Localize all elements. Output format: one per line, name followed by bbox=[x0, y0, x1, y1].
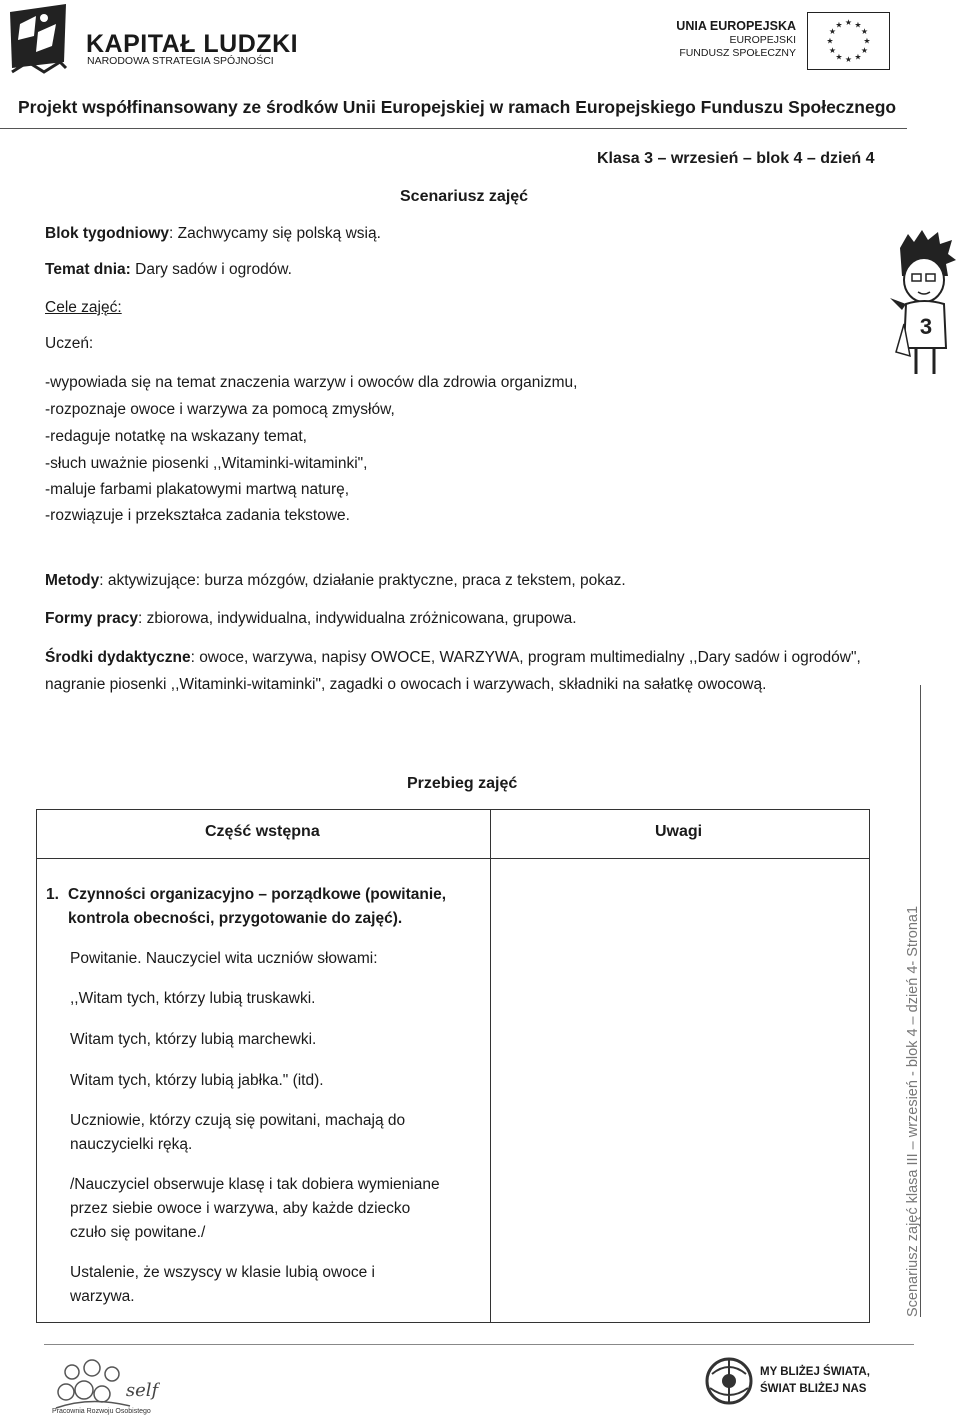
srodki-dydaktyczne bbox=[45, 644, 875, 698]
svg-text:★: ★ bbox=[854, 20, 862, 30]
self-caption: Pracownia Rozwoju Osobistego bbox=[52, 1408, 151, 1415]
footer-divider bbox=[44, 1344, 914, 1345]
goal-item: -maluje farbami plakatowymi martwą naturę, bbox=[45, 481, 350, 498]
goal-item: -redaguje notatkę na wskazany temat, bbox=[45, 428, 307, 445]
svg-text:★: ★ bbox=[835, 20, 843, 30]
side-page-label: Scenariusz zajęć klasa III – wrzesień - blok 4 – dzień 4- Strona1 bbox=[905, 905, 921, 1317]
temat-label: Temat dnia: bbox=[45, 261, 131, 278]
goal-item: -słuch uważnie piosenki ,,Witaminki-witaminki", bbox=[45, 455, 368, 472]
svg-text:★: ★ bbox=[863, 36, 871, 46]
formy-pracy bbox=[45, 610, 577, 628]
doc-title: Scenariusz zajęć bbox=[400, 188, 529, 205]
svg-text:★: ★ bbox=[835, 52, 843, 62]
table-paragraph: /Nauczyciel obserwuje klasę i tak dobiera wymieniane przez siebie owoce i warzywa, aby każde dziecko czuło się powitane./ bbox=[70, 1176, 440, 1241]
metody-value: : aktywizujące: burza mózgów, działanie praktyczne, praca z tekstem, pokaz. bbox=[99, 572, 626, 589]
logo-subtitle: NARODOWA STRATEGIA SPÓJNOŚCI bbox=[87, 55, 274, 67]
mascot-number: 3 bbox=[919, 314, 933, 339]
header-divider bbox=[0, 128, 907, 129]
table-paragraph: Witam tych, którzy lubią marchewki. bbox=[70, 1031, 317, 1048]
class-info: Klasa 3 – wrzesień – blok 4 – dzień 4 bbox=[597, 150, 875, 167]
my-blizej-swiata-logo-icon bbox=[704, 1350, 754, 1412]
goal-item: -rozpoznaje owoce i warzywa za pomocą zmysłów, bbox=[45, 401, 395, 418]
svg-text:★: ★ bbox=[854, 52, 862, 62]
cele-heading: Cele zajęć: bbox=[45, 299, 122, 316]
svg-text:★: ★ bbox=[860, 27, 869, 36]
uczen-label: Uczeń: bbox=[45, 335, 94, 352]
metody-label: Metody bbox=[45, 572, 100, 589]
formy-label: Formy pracy bbox=[45, 610, 139, 627]
svg-text:★: ★ bbox=[828, 46, 837, 55]
temat-value: Dary sadów i ogrodów. bbox=[130, 261, 292, 278]
blok-value: : Zachwycamy się polską wsią. bbox=[169, 225, 381, 242]
eu-label-1: UNIA EUROPEJSKA bbox=[676, 19, 796, 33]
formy-value: : zbiorowa, indywidualna, indywidualna zróżnicowana, grupowa. bbox=[138, 610, 577, 627]
table-paragraph: ,,Witam tych, którzy lubią truskawki. bbox=[70, 990, 316, 1007]
srodki-value: : owoce, warzywa, napisy OWOCE, WARZYWA, program multimedialny ,,Dary sadów i ogrodów", nagranie piosenki ,,Witaminki-witaminki", zagadki o owocach i warzywach, składniki na sałatkę owocową. bbox=[45, 649, 861, 693]
logo-title: KAPITAŁ LUDZKI bbox=[86, 30, 299, 58]
svg-text:★: ★ bbox=[828, 27, 837, 36]
eu-label-3: FUNDUSZ SPOŁECZNY bbox=[679, 47, 796, 59]
svg-text:★: ★ bbox=[844, 18, 853, 27]
table-paragraph: Ustalenie, że wszyscy w klasie lubią owoce i warzywa. bbox=[70, 1264, 375, 1305]
eu-label-2: EUROPEJSKI bbox=[729, 34, 796, 46]
temat-dnia bbox=[45, 261, 292, 279]
table-paragraph: Uczniowie, którzy czują się powitani, machają do nauczycielki ręką. bbox=[70, 1112, 406, 1153]
table-column-divider bbox=[490, 810, 491, 1322]
metody bbox=[45, 572, 626, 590]
goal-item: -rozwiązuje i przekształca zadania tekstowe. bbox=[45, 507, 350, 524]
svg-text:★: ★ bbox=[860, 46, 869, 55]
eu-flag-icon bbox=[807, 12, 890, 70]
svg-text:★: ★ bbox=[844, 55, 853, 64]
project-line: Projekt współfinansowany ze środków Unii Europejskiej w ramach Europejskiego Funduszu Społecznego bbox=[18, 97, 897, 117]
lesson-table bbox=[36, 809, 870, 1323]
svg-text:★: ★ bbox=[826, 36, 834, 46]
item-number: 1. bbox=[46, 886, 59, 903]
blok-label: Blok tygodniowy bbox=[45, 225, 169, 242]
kapital-ludzki-logo-icon bbox=[8, 2, 70, 80]
goal-item: -wypowiada się na temat znaczenia warzyw i owoców dla zdrowia organizmu, bbox=[45, 374, 578, 391]
mascot-icon bbox=[888, 228, 960, 378]
col-header-czesc-wstepna: Część wstępna bbox=[205, 823, 320, 840]
przebieg-title: Przebieg zajęć bbox=[407, 775, 518, 792]
table-paragraph: Powitanie. Nauczyciel wita uczniów słowami: bbox=[70, 950, 378, 967]
item-heading: Czynności organizacyjno – porządkowe (powitanie, kontrola obecności, przygotowanie do zajęć). bbox=[68, 886, 447, 927]
table-header-divider bbox=[37, 858, 869, 859]
srodki-label: Środki dydaktyczne bbox=[45, 649, 191, 666]
table-paragraph: Witam tych, którzy lubią jabłka." (itd). bbox=[70, 1072, 324, 1089]
col-header-uwagi: Uwagi bbox=[655, 823, 703, 840]
blok-tygodniowy bbox=[45, 225, 381, 243]
footer-slogan-2: ŚWIAT BLIŻEJ NAS bbox=[760, 1383, 867, 1395]
self-logo-text: self bbox=[125, 1380, 159, 1401]
footer-slogan-1: MY BLIŻEJ ŚWIATA, bbox=[760, 1366, 870, 1378]
